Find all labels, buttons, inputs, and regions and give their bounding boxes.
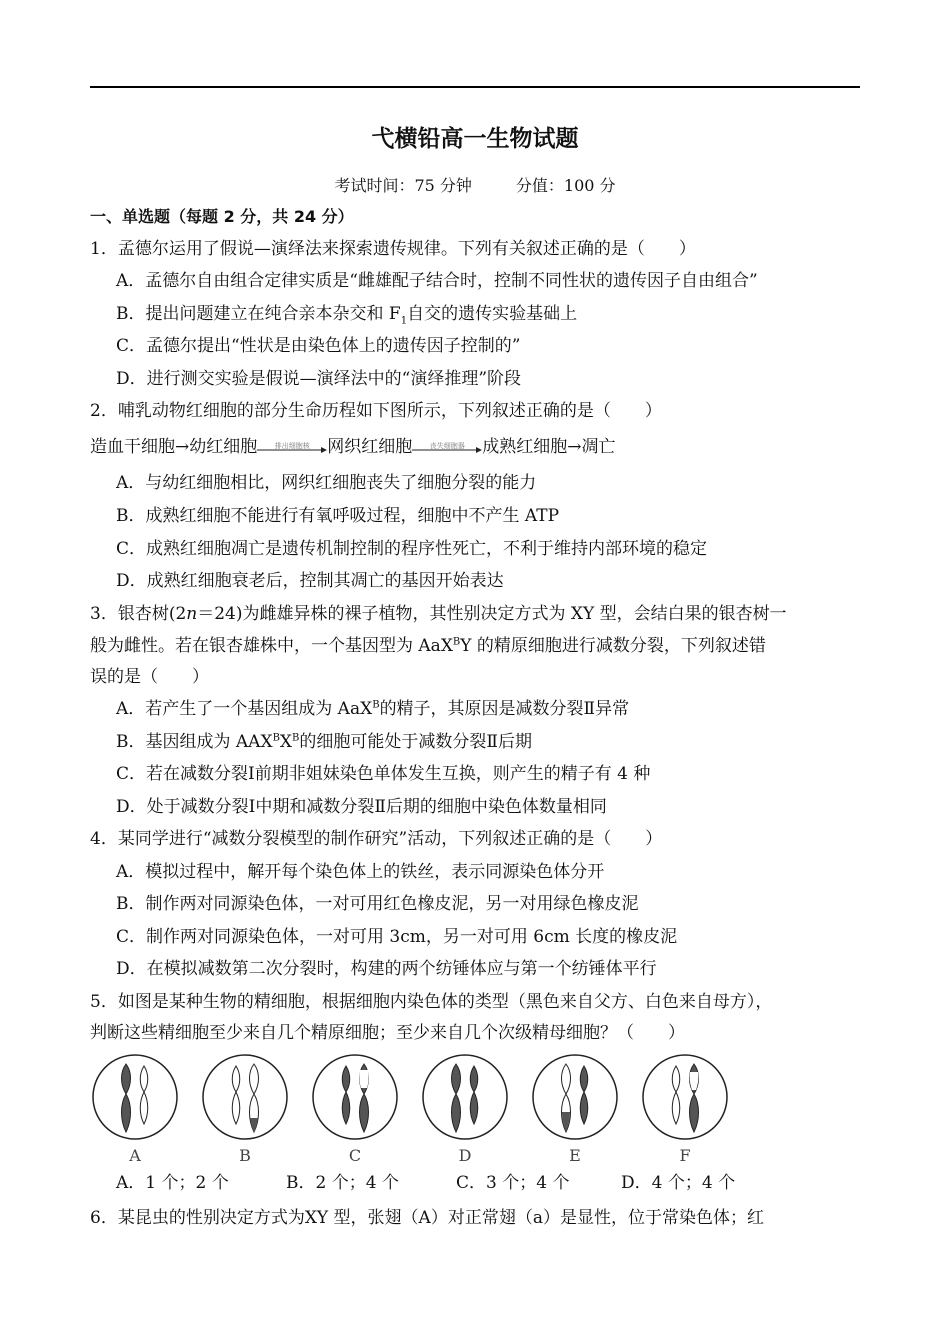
cell-label: A [129,1146,141,1165]
q2-option-c: C．成熟红细胞凋亡是遗传机制控制的程序性死亡，不利于维持内部环境的稳定 [116,539,708,559]
q5-option-c: C．3 个；4 个 [456,1173,570,1193]
q1-option-b: B．提出问题建立在纯合亲本杂交和 $F_1$自交的遗传实验基础上 [116,304,578,327]
q3-stem-line1: 3．银杏树(2n＝24)为雌雄异株的裸子植物，其性别决定方式为 XY 型，会结白果的银杏树一 [90,604,787,624]
q2-option-b: B．成熟红细胞不能进行有氧呼吸过程，细胞中不产生 ATP [116,506,560,526]
cell-label: C [348,1146,362,1165]
q4-option-d: D．在模拟减数第二次分裂时，构建的两个纺锤体应与第一个纺锤体平行 [116,959,657,979]
q3-option-d: D．处于减数分裂Ⅰ中期和减数分裂Ⅱ后期的细胞中染色体数量相同 [116,797,607,817]
cell-label: E [569,1146,581,1165]
top-rule [90,86,860,88]
q2-flow-diagram: 造血干细胞→幼红细胞 排出细胞核 网织红细胞 丧失细胞器 成熟红细胞→凋亡 [90,437,616,457]
q2-option-d: D．成熟红细胞衰老后，控制其凋亡的基因开始表达 [116,571,504,591]
q3-stem-line2: 般为雌性。若在银杏雄株中，一个基因型为 AaX$^B$Y 的精原细胞进行减数分裂，下列叙述错 [90,636,766,656]
flow-arrow-1: 排出细胞核 [257,438,327,458]
exam-time: 考试时间：75 分钟 [334,176,472,195]
q3-option-a: A．若产生了一个基因组成为 AaX$^B$的精子，其原因是减数分裂Ⅱ异常 [116,699,630,719]
q1-stem: 1．孟德尔运用了假说—演绎法来探索遗传规律。下列有关叙述正确的是（ ） [90,239,696,259]
exam-score: 分值：100 分 [515,176,616,195]
cell-a [90,1052,180,1172]
flow-arrow-2: 丧失细胞器 [412,438,482,458]
cell-label: B [239,1146,251,1165]
cell-e [530,1052,620,1172]
cell-b [200,1052,290,1172]
q5-option-b: B．2 个；4 个 [286,1173,399,1193]
q4-option-c: C．制作两对同源染色体，一对可用 3cm，另一对可用 6cm 长度的橡皮泥 [116,927,678,947]
q2-stem: 2．哺乳动物红细胞的部分生命历程如下图所示，下列叙述正确的是（ ） [90,401,662,421]
q5-options [116,1171,735,1195]
q5-stem-line2: 判断这些精细胞至少来自几个精原细胞；至少来自几个次级精母细胞？（ ） [90,1023,685,1043]
exam-meta [0,173,950,196]
q3-option-b: B．基因组成为 $AAX^BX^B$的细胞可能处于减数分裂Ⅱ后期 [116,732,532,752]
q1-option-a: A．孟德尔自由组合定律实质是“雌雄配子结合时，控制不同性状的遗传因子自由组合” [116,271,758,291]
q2-option-a: A．与幼红细胞相比，网织红细胞丧失了细胞分裂的能力 [116,473,537,493]
q4-option-a: A．模拟过程中，解开每个染色体上的铁丝，表示同源染色体分开 [116,862,605,882]
q3-option-c: C．若在减数分裂Ⅰ前期非姐妹染色单体发生互换，则产生的精子有 4 种 [116,764,651,784]
q3-stem-line3: 误的是（ ） [90,667,209,687]
page-title: 弋横铅高一生物试题 [371,126,579,152]
q5-option-d: D．4 个；4 个 [621,1173,736,1193]
sperm-cell-figure [90,1052,750,1172]
q6-stem: 6．某昆虫的性别决定方式为XY 型，张翅（A）对正常翅（a）是显性，位于常染色体；红 [90,1208,764,1228]
q5-option-a: A．1 个；2 个 [116,1173,229,1193]
cell-label: F [679,1146,691,1165]
q1-option-c: C．孟德尔提出“性状是由染色体上的遗传因子控制的” [116,336,521,356]
cell-d [420,1052,510,1172]
section-heading: 一、单选题（每题 2 分，共 24 分） [90,207,354,226]
cell-c [310,1052,400,1172]
q4-stem: 4．某同学进行“减数分裂模型的制作研究”活动，下列叙述正确的是（ ） [90,829,663,849]
cell-f [640,1052,730,1172]
q5-stem-line1: 5．如图是某种生物的精细胞，根据细胞内染色体的类型（黑色来自父方、白色来自母方）， [90,992,773,1012]
q4-option-b: B．制作两对同源染色体，一对可用红色橡皮泥，另一对用绿色橡皮泥 [116,894,639,914]
q1-option-d: D．进行测交实验是假说—演绎法中的“演绎推理”阶段 [116,369,522,389]
cell-label: D [458,1146,472,1165]
